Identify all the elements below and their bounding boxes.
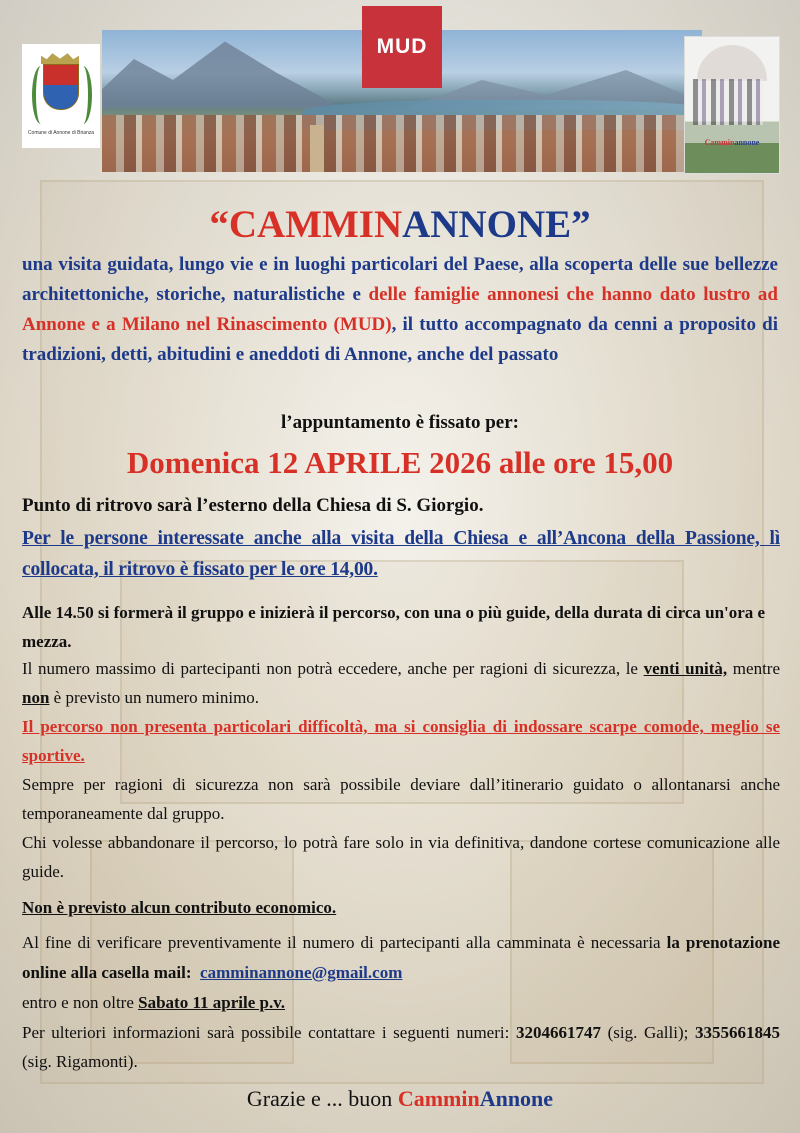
contacts-paragraph: Per ulteriori informazioni sarà possibile contattare i seguenti numeri: 3204661747 (sig. Galli); 3355661845 (sig. Rigamonti). xyxy=(22,1023,780,1071)
group-photo xyxy=(684,36,780,174)
group-start-note: Alle 14.50 si formerà il gruppo e inizierà il percorso, con una o più guide, della durata di circa un'ora e mezza. xyxy=(22,603,766,651)
intro-paragraph: una visita guidata, lungo vie e in luoghi particolari del Paese, alla scoperta delle sue bellezze architettoniche, storiche, naturalistiche e delle famiglie annonesi che hanno dato lustro ad Annone e a Milano nel Rinascimento (MUD), il tutto accompagnato da cenni a proposito di tradizioni, detti, abitudini e aneddoti di Annone, anche del passato xyxy=(22,254,778,365)
phone-galli[interactable]: 3204661747 xyxy=(515,1023,601,1042)
safety-paragraph: Sempre per ragioni di sicurezza non sarà possibile deviare dall’itinerario guidato o allontanarsi anche temporaneamente dal gruppo. xyxy=(22,775,780,823)
municipal-crest-icon xyxy=(22,44,100,148)
meeting-point: Punto di ritrovo sarà l’esterno della Chiesa di S. Giorgio. xyxy=(22,495,484,516)
email-link[interactable]: camminannone@gmail.com xyxy=(200,963,403,982)
booking-paragraph: Al fine di verificare preventivamente il numero di partecipanti alla camminata è necessaria la prenotazione online alla casella mail: camminannone@gmail.com entro e non oltre Sabato 11 aprile p.v. xyxy=(22,933,780,1012)
mud-logo: MUD xyxy=(362,6,442,88)
crest-caption: Comune di Annone di Brianza xyxy=(27,130,95,136)
no-cost-note: Non è previsto alcun contributo economico. xyxy=(22,898,337,917)
appointment-label: l’appuntamento è fissato per: xyxy=(280,412,520,433)
event-date: Domenica 12 APRILE 2026 alle ore 15,00 xyxy=(126,445,674,480)
leave-paragraph: Chi volesse abbandonare il percorso, lo potrà fare solo in via definitiva, dandone cortese comunicazione alle guide. xyxy=(22,833,780,881)
participants-paragraph: Il numero massimo di partecipanti non potrà eccedere, anche per ragioni di sicurezza, le venti unità, mentre non è previsto un numero minimo. xyxy=(22,659,780,707)
header-banner xyxy=(22,6,778,172)
difficulty-warning: Il percorso non presenta particolari difficoltà, ma si consiglia di indossare scarpe comode, meglio se sportive. xyxy=(22,717,780,765)
closing-thanks: Grazie e ... buon CamminAnnone xyxy=(246,1086,554,1111)
photo-label: Camminannone xyxy=(704,138,760,147)
church-visit-note: Per le persone interessate anche alla visita della Chiesa e all’Ancona della Passione, lì collocata, il ritrovo è fissato per le ore 14,00. xyxy=(22,528,780,580)
page-title: “CAMMINANNONE” xyxy=(209,203,591,246)
phone-rigamonti[interactable]: 3355661845 xyxy=(694,1023,780,1042)
